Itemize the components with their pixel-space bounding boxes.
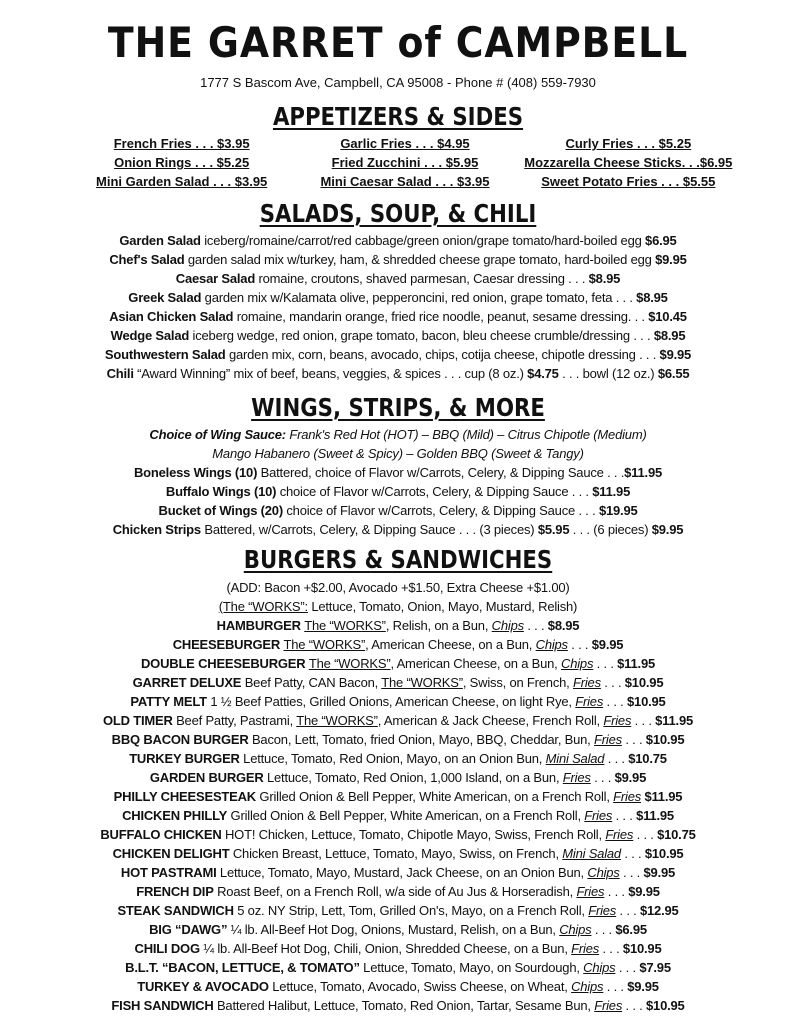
- appetizer-item: Sweet Potato Fries . . . $5.55: [541, 174, 716, 189]
- item-text: . . .: [523, 618, 548, 633]
- item-text: Mini Salad: [562, 846, 621, 861]
- item-text: Lettuce, Tomato, Avocado, Swiss Cheese, on Wheat,: [268, 979, 572, 994]
- item-text: . . .: [621, 732, 646, 747]
- item-price: $10.95: [646, 998, 685, 1013]
- appetizers-heading: APPETIZERS & SIDES: [272, 102, 524, 131]
- item-name: OLD TIMER: [102, 713, 173, 728]
- item-name: CHEESEBURGER: [172, 637, 284, 652]
- item-text: Chips: [583, 960, 616, 975]
- item-text: garden mix, corn, beans, avocado, chips, cotija cheese, chipotle dressing . . .: [225, 347, 660, 362]
- item-text: . . .: [612, 808, 637, 823]
- item-text: HOT! Chicken, Lettuce, Tomato, Chipotle Mayo, Swiss, French Roll,: [221, 827, 606, 842]
- item-text: . . .: [604, 884, 629, 899]
- item-text: . . .: [603, 979, 628, 994]
- menu-item: [0, 578, 796, 597]
- appetizers-list: [70, 134, 740, 191]
- item-name: FISH SANDWICH: [111, 998, 214, 1013]
- item-name: Caesar Salad: [175, 271, 256, 286]
- item-text: , American Cheese, on a Bun,: [390, 656, 562, 671]
- menu-item: [0, 901, 796, 920]
- item-name: DOUBLE CHEESEBURGER: [140, 656, 309, 671]
- menu-item: [0, 730, 796, 749]
- menu-item: [0, 326, 796, 345]
- item-name: Chili: [106, 366, 134, 381]
- item-price: $9.95: [643, 865, 676, 880]
- item-text: romaine, mandarin orange, fried rice noodle, peanut, sesame dressing. . .: [233, 309, 649, 324]
- item-price: $11.95: [624, 465, 663, 480]
- item-text: Fries: [588, 903, 617, 918]
- menu-item: [0, 307, 796, 326]
- item-text: 5 oz. NY Strip, Lett, Tom, Grilled On's, Mayo, on a French Roll,: [233, 903, 589, 918]
- item-price: $10.95: [624, 675, 664, 690]
- item-text: Beef Patty, CAN Bacon,: [241, 675, 382, 690]
- item-price: $8.95: [588, 271, 621, 286]
- menu-item: [0, 977, 796, 996]
- item-text: Lettuce, Tomato, Onion, Mayo, Mustard, Relish): [307, 599, 578, 614]
- salads-heading: SALADS, SOUP, & CHILI: [259, 199, 537, 228]
- restaurant-address: 1777 S Bascom Ave, Campbell, CA 95008 - Phone # (408) 559-7930: [200, 75, 596, 90]
- menu-item: [0, 673, 796, 692]
- item-text: Grilled Onion & Bell Pepper, White American, on a French Roll,: [256, 789, 614, 804]
- item-text: . . .: [616, 903, 640, 918]
- item-price: $9.95: [659, 347, 692, 362]
- item-text: , American Cheese, on a Bun,: [365, 637, 536, 652]
- item-price: $11.95: [636, 808, 674, 823]
- item-text: , American & Jack Cheese, French Roll,: [377, 713, 604, 728]
- item-text: Roast Beef, on a French Roll, w/a side of Au Jus & Horseradish,: [213, 884, 577, 899]
- item-name: HAMBURGER: [216, 618, 305, 633]
- item-name: GARRET DELUXE: [132, 675, 242, 690]
- item-text: (The “WORKS”:: [218, 599, 308, 614]
- item-text: Grilled Onion & Bell Pepper, White American, on a French Roll,: [227, 808, 585, 823]
- item-text: . . .: [620, 846, 645, 861]
- menu-item: [0, 444, 796, 463]
- item-text: . . . (6 pieces): [569, 522, 652, 537]
- item-price: $8.95: [653, 328, 686, 343]
- menu-item: [0, 501, 796, 520]
- item-text: Chips: [491, 618, 524, 633]
- item-name: CHILI DOG: [134, 941, 200, 956]
- item-text: Beef Patty, Pastrami,: [172, 713, 297, 728]
- item-text: Fries: [562, 770, 591, 785]
- menu-item: [0, 996, 796, 1015]
- item-text: . . .: [593, 656, 618, 671]
- menu-item: [0, 920, 796, 939]
- item-text: Fries: [575, 694, 604, 709]
- item-name: STEAK SANDWICH: [117, 903, 234, 918]
- menu-item: [0, 882, 796, 901]
- item-text: Lettuce, Tomato, Mayo, on Sourdough,: [359, 960, 584, 975]
- item-price: $10.75: [628, 751, 667, 766]
- item-text: Fries: [576, 884, 605, 899]
- item-price: $4.75: [527, 366, 559, 381]
- item-text: . . .: [603, 694, 628, 709]
- item-name: Southwestern Salad: [104, 347, 226, 362]
- item-text: Chips: [587, 865, 620, 880]
- item-name: CHICKEN DELIGHT: [112, 846, 230, 861]
- item-text: . . . bowl (12 oz.): [558, 366, 658, 381]
- item-text: . . .: [622, 998, 647, 1013]
- burgers-heading: BURGERS & SANDWICHES: [243, 545, 553, 574]
- item-text: Chips: [571, 979, 604, 994]
- menu-item: [0, 939, 796, 958]
- item-text: Chips: [535, 637, 568, 652]
- item-price: $10.75: [657, 827, 696, 842]
- item-price: $10.95: [622, 941, 662, 956]
- item-text: Battered Halibut, Lettuce, Tomato, Red Onion, Tartar, Sesame Bun,: [213, 998, 595, 1013]
- item-text: Chips: [559, 922, 592, 937]
- item-price: $9.95: [628, 884, 660, 899]
- item-text: Fries: [594, 732, 622, 747]
- menu-item: [0, 250, 796, 269]
- menu-item: [0, 269, 796, 288]
- menu-item: [0, 654, 796, 673]
- item-text: Chips: [561, 656, 594, 671]
- item-name: Chicken Strips: [112, 522, 201, 537]
- item-price: $10.95: [627, 694, 666, 709]
- menu-item: [0, 288, 796, 307]
- menu-item: [0, 692, 796, 711]
- item-price: $10.95: [645, 732, 685, 747]
- item-text: The “WORKS”: [308, 656, 391, 671]
- appetizer-item: Mozzarella Cheese Sticks. . .$6.95: [524, 155, 733, 170]
- item-text: . . .: [633, 827, 658, 842]
- item-text: . . .: [591, 922, 616, 937]
- menu-item: [0, 364, 796, 383]
- item-text: The “WORKS”: [296, 713, 378, 728]
- wings-list: [0, 425, 796, 539]
- menu-item: [0, 749, 796, 768]
- item-price: $8.95: [636, 290, 668, 305]
- menu-item: [0, 863, 796, 882]
- item-name: Asian Chicken Salad: [109, 309, 234, 324]
- item-name: B.L.T. “BACON, LETTUCE, & TOMATO”: [125, 960, 360, 975]
- appetizer-item: Garlic Fries . . . $4.95: [340, 136, 470, 151]
- item-text: Lettuce, Tomato, Red Onion, Mayo, on an Onion Bun,: [239, 751, 546, 766]
- item-name: TURKEY BURGER: [129, 751, 240, 766]
- item-text: ¼ lb. All-Beef Hot Dog, Onions, Mustard, Relish, on a Bun,: [227, 922, 560, 937]
- item-name: BUFFALO CHICKEN: [100, 827, 222, 842]
- item-text: Battered, choice of Flavor w/Carrots, Celery, & Dipping Sauce . . .: [257, 465, 625, 480]
- item-name: HOT PASTRAMI: [120, 865, 217, 880]
- item-text: Bacon, Lett, Tomato, fried Onion, Mayo, BBQ, Cheddar, Bun,: [248, 732, 595, 747]
- item-text: Fries: [613, 789, 642, 804]
- item-price: $8.95: [547, 618, 580, 633]
- item-text: Mango Habanero (Sweet & Spicy) – Golden BBQ (Sweet & Tangy): [212, 446, 584, 461]
- item-price: $11.95: [655, 713, 694, 728]
- burgers-list: [0, 578, 796, 1015]
- item-text: Mini Salad: [545, 751, 605, 766]
- appetizer-item: Curly Fries . . . $5.25: [565, 136, 692, 151]
- menu-item: [0, 825, 796, 844]
- restaurant-title: THE GARRET of CAMPBELL: [107, 18, 689, 67]
- item-name: CHICKEN PHILLY: [122, 808, 228, 823]
- item-name: Garden Salad: [119, 233, 201, 248]
- item-text: . . .: [615, 960, 640, 975]
- menu-item: [0, 806, 796, 825]
- item-name: Bucket of Wings (20): [158, 503, 283, 518]
- item-text: garden salad mix w/turkey, ham, & shredded cheese grape tomato, hard-boiled egg: [184, 252, 656, 267]
- item-text: Battered, w/Carrots, Celery, & Dipping Sauce . . . (3 pieces): [200, 522, 538, 537]
- item-price: $9.95: [627, 979, 659, 994]
- item-text: Fries: [603, 713, 632, 728]
- appetizer-item: French Fries . . . $3.95: [113, 136, 250, 151]
- item-price: $6.55: [657, 366, 690, 381]
- appetizer-item: Mini Garden Salad . . . $3.95: [96, 174, 268, 189]
- item-name: TURKEY & AVOCADO: [137, 979, 269, 994]
- item-text: 1 ½ Beef Patties, Grilled Onions, American Cheese, on light Rye,: [206, 694, 576, 709]
- item-text: The “WORKS”: [381, 675, 463, 690]
- item-price: $9.95: [591, 637, 624, 652]
- menu-item: [0, 958, 796, 977]
- item-text: choice of Flavor w/Carrots, Celery, & Dipping Sauce . . .: [276, 484, 593, 499]
- wings-heading: WINGS, STRIPS, & MORE: [251, 393, 545, 422]
- item-text: ¼ lb. All-Beef Hot Dog, Chili, Onion, Shredded Cheese, on a Bun,: [199, 941, 572, 956]
- menu-item: [0, 844, 796, 863]
- menu-item: [0, 520, 796, 539]
- item-price: $9.95: [651, 522, 684, 537]
- item-price: $12.95: [640, 903, 679, 918]
- menu-item: [0, 231, 796, 250]
- item-name: Greek Salad: [128, 290, 202, 305]
- menu-item: [0, 463, 796, 482]
- item-text: Fries: [571, 941, 600, 956]
- item-text: , Swiss, on French,: [462, 675, 573, 690]
- item-text: . . .: [604, 751, 629, 766]
- menu-item: [0, 597, 796, 616]
- menu-item: [0, 616, 796, 635]
- item-text: , Relish, on a Bun,: [385, 618, 492, 633]
- item-text: romaine, croutons, shaved parmesan, Caesar dressing . . .: [255, 271, 589, 286]
- item-text: Choice of Wing Sauce:: [149, 427, 286, 442]
- item-text: . . .: [619, 865, 644, 880]
- item-text: . . .: [631, 713, 656, 728]
- item-text: Fries: [573, 675, 601, 690]
- menu-item: [0, 635, 796, 654]
- item-text: Lettuce, Tomato, Red Onion, 1,000 Island, on a Bun,: [263, 770, 563, 785]
- item-text: iceberg/romaine/carrot/red cabbage/green onion/grape tomato/hard-boiled egg: [200, 233, 646, 248]
- menu-item: [0, 787, 796, 806]
- appetizer-item: Mini Caesar Salad . . . $3.95: [320, 174, 490, 189]
- salads-list: [0, 231, 796, 383]
- item-price: $6.95: [645, 233, 677, 248]
- item-text: . . .: [590, 770, 615, 785]
- item-text: Lettuce, Tomato, Mayo, Mustard, Jack Cheese, on an Onion Bun,: [216, 865, 588, 880]
- item-name: Boneless Wings (10): [133, 465, 258, 480]
- item-price: $9.95: [614, 770, 647, 785]
- item-price: $6.95: [615, 922, 647, 937]
- item-price: $10.45: [648, 309, 687, 324]
- item-text: The “WORKS”: [283, 637, 366, 652]
- menu-item: [0, 482, 796, 501]
- item-name: Wedge Salad: [110, 328, 190, 343]
- item-name: BIG “DAWG”: [149, 922, 228, 937]
- item-price: $11.95: [644, 789, 683, 804]
- item-text: garden mix w/Kalamata olive, pepperoncini, red onion, grape tomato, feta . . .: [201, 290, 637, 305]
- item-name: GARDEN BURGER: [149, 770, 264, 785]
- item-text: Fries: [594, 998, 623, 1013]
- menu-item: [0, 345, 796, 364]
- item-price: $19.95: [598, 503, 638, 518]
- item-price: $10.95: [644, 846, 684, 861]
- item-name: PHILLY CHEESESTEAK: [113, 789, 256, 804]
- item-name: FRENCH DIP: [136, 884, 214, 899]
- item-name: BBQ BACON BURGER: [111, 732, 249, 747]
- item-text: Fries: [605, 827, 634, 842]
- item-name: PATTY MELT: [130, 694, 207, 709]
- item-text: The “WORKS”: [304, 618, 386, 633]
- item-text: Frank's Red Hot (HOT) – BBQ (Mild) – Citrus Chipotle (Medium): [285, 427, 647, 442]
- item-text: (ADD: Bacon +$2.00, Avocado +$1.50, Extra Cheese +$1.00): [226, 580, 570, 595]
- item-text: choice of Flavor w/Carrots, Celery, & Dipping Sauce . . .: [282, 503, 599, 518]
- item-price: $7.95: [639, 960, 671, 975]
- menu-item: [0, 768, 796, 787]
- appetizer-item: Onion Rings . . . $5.25: [114, 155, 250, 170]
- item-text: . . .: [567, 637, 592, 652]
- appetizer-item: Fried Zucchini . . . $5.95: [331, 155, 479, 170]
- item-name: Chef's Salad: [109, 252, 185, 267]
- item-text: “Award Winning” mix of beef, beans, veggies, & spices . . . cup (8 oz.): [133, 366, 528, 381]
- item-price: $5.95: [537, 522, 570, 537]
- item-name: Buffalo Wings (10): [165, 484, 277, 499]
- menu-item: [0, 711, 796, 730]
- item-text: iceberg wedge, red onion, grape tomato, bacon, bleu cheese crumble/dressing . . .: [189, 328, 654, 343]
- item-price: $11.95: [592, 484, 631, 499]
- item-text: Fries: [584, 808, 613, 823]
- item-text: . . .: [600, 675, 625, 690]
- menu-item: [0, 425, 796, 444]
- item-text: Chicken Breast, Lettuce, Tomato, Mayo, Swiss, on French,: [229, 846, 563, 861]
- item-price: $9.95: [655, 252, 687, 267]
- item-price: $11.95: [617, 656, 656, 671]
- item-text: . . .: [599, 941, 623, 956]
